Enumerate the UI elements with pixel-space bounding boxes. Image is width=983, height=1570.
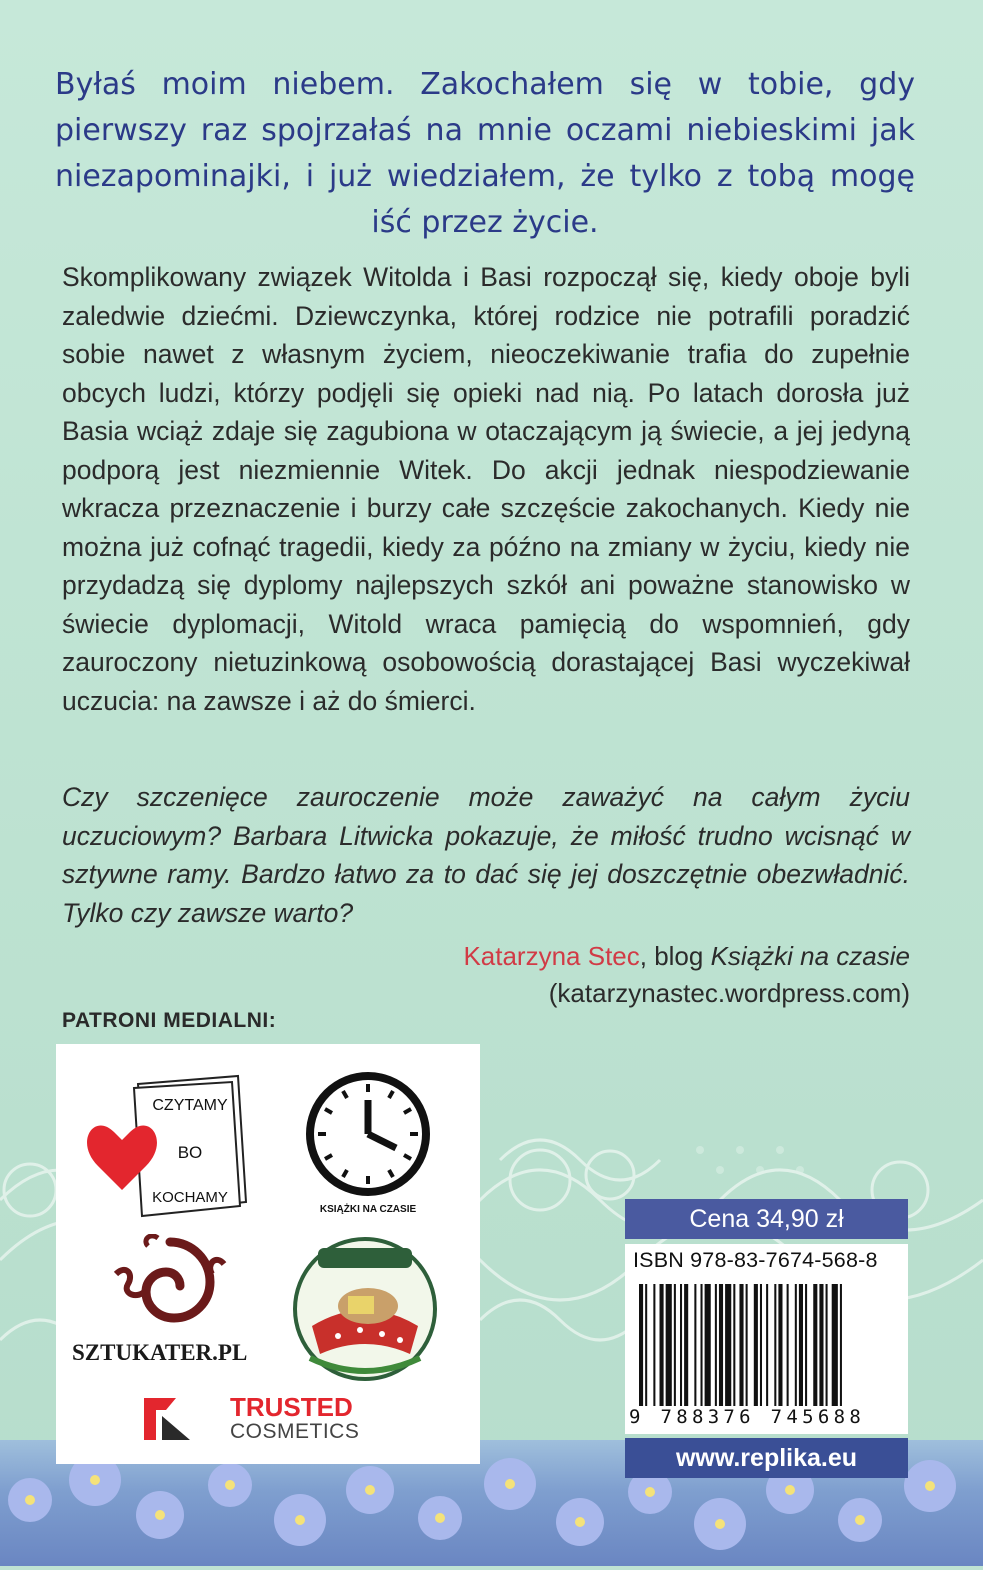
barcode-bar (746, 1284, 748, 1406)
cosmetics-word: COSMETICS (230, 1420, 360, 1443)
blog-prefix: , blog (639, 941, 711, 971)
barcode-bar (680, 1284, 682, 1406)
barcode-bar (840, 1284, 842, 1406)
barcode-bar (832, 1284, 838, 1406)
review-text: Czy szczenięce zauroczenie może zaważyć na całym życiu uczuciowym? Barbara Litwicka pokazuje, że miłość trudno wcisnąć w sztywne ramy. Bardzo łatwo za to dać się jej doszczętnie obezwładnić. Tylko czy zawsze warto? (62, 782, 910, 928)
patrons-title: PATRONI MEDIALNI: (62, 1009, 277, 1032)
barcode-bar (795, 1284, 797, 1406)
signature-line (463, 938, 910, 975)
barcode-bar (701, 1284, 703, 1406)
barcode-bar (766, 1284, 768, 1406)
barcode-bar (705, 1284, 711, 1406)
barcode-bar (826, 1284, 828, 1406)
book-description: Skomplikowany związek Witolda i Basi rozpoczął się, kiedy oboje byli zaledwie dziećmi. Dziewczynka, której rodzice nie potrafili poradzić sobie nawet z własnym życiem, nieoczekiwanie trafia do zupełnie obcych ludzi, którzy podjęli się opieki nad nią. Po latach dorosła już Basia wciąż zdaje się zagubiona w otaczającym ją świecie, a jej jedyną podporą jest niezmiennie Witek. Do akcji jednak niespodziewanie wkracza przeznaczenie i burzy całe szczęście zakochanych. Kiedy nie można już cofnąć tragedii, kiedy za późno na zmiany w życiu, kiedy nie przydadzą się dyplomy najlepszych szkół ani poważne stanowisko w świecie dyplomacji, Witold wraca pamięcią do wspomnień, gdy zauroczony nietuzinkową osobowością dorastającej Basi wyczekiwał uczucia: na zawsze i aż do śmierci. (62, 262, 910, 716)
clock-caption: KSIĄŻKI NA CZASIE (319, 1204, 417, 1215)
barcode-bar (799, 1284, 803, 1406)
barcode-bar (754, 1284, 758, 1406)
barcode-bar (684, 1284, 688, 1406)
barcode-bar (813, 1284, 817, 1406)
barcode-bar (787, 1284, 789, 1406)
isbn-number: ISBN 978-83-7674-568-8 (633, 1248, 878, 1272)
barcode-bar (805, 1284, 807, 1406)
publisher-website: www.replika.eu (625, 1438, 908, 1478)
isbn-box (625, 1244, 908, 1434)
sztukater-ornament-icon (112, 1234, 228, 1334)
barcode-bar (733, 1284, 735, 1406)
barcode-bar (674, 1284, 676, 1406)
barcode-bar (694, 1284, 696, 1406)
sztukater-logo-text: SZTUKATER.PL (72, 1340, 248, 1365)
czytamy-word-2: BO (177, 1143, 203, 1162)
trusted-word: TRUSTED (230, 1392, 353, 1422)
barcode-bar (715, 1284, 717, 1406)
barcode-bar (666, 1284, 672, 1406)
czytamy-word-1: CZYTAMY (152, 1097, 228, 1114)
barcode-bar (645, 1284, 647, 1406)
blog-name: Książki na czasie (710, 941, 910, 971)
price-label: Cena 34,90 zł (625, 1199, 908, 1239)
review-author: Katarzyna Stec (463, 941, 640, 971)
blog-url: (katarzynastec.wordpress.com) (548, 978, 910, 1008)
patrons-logos-box (56, 1044, 480, 1464)
clock-logo (302, 1066, 434, 1226)
barcode-bar (760, 1284, 762, 1406)
czytamy-bo-kochamy-logo (78, 1066, 254, 1226)
trusted-cosmetics-icon (142, 1394, 192, 1444)
review-signature (463, 938, 910, 1012)
trusted-cosmetics-logo (230, 1394, 359, 1444)
barcode-bar (778, 1284, 782, 1406)
barcode-bar (653, 1284, 655, 1406)
barcode-bar (725, 1284, 731, 1406)
book-club-round-logo (290, 1234, 440, 1384)
barcode-image (637, 1284, 897, 1406)
barcode-bar (660, 1284, 664, 1406)
barcode-bar (819, 1284, 823, 1406)
barcode-bar (639, 1284, 643, 1406)
barcode-bar (774, 1284, 776, 1406)
czytamy-word-3: KOCHAMY (152, 1189, 228, 1206)
opening-quote: Byłaś moim niebem. Zakochałem się w tobie, gdy pierwszy raz spojrzałaś na mnie oczami niebieskimi jak niezapominajki, i już wiedziałem, że tylko z tobą mogę iść przez życie. (55, 67, 915, 240)
barcode-bar (719, 1284, 723, 1406)
barcode-bar (739, 1284, 743, 1406)
barcode-digits: 9 788376 745688 (629, 1406, 866, 1428)
